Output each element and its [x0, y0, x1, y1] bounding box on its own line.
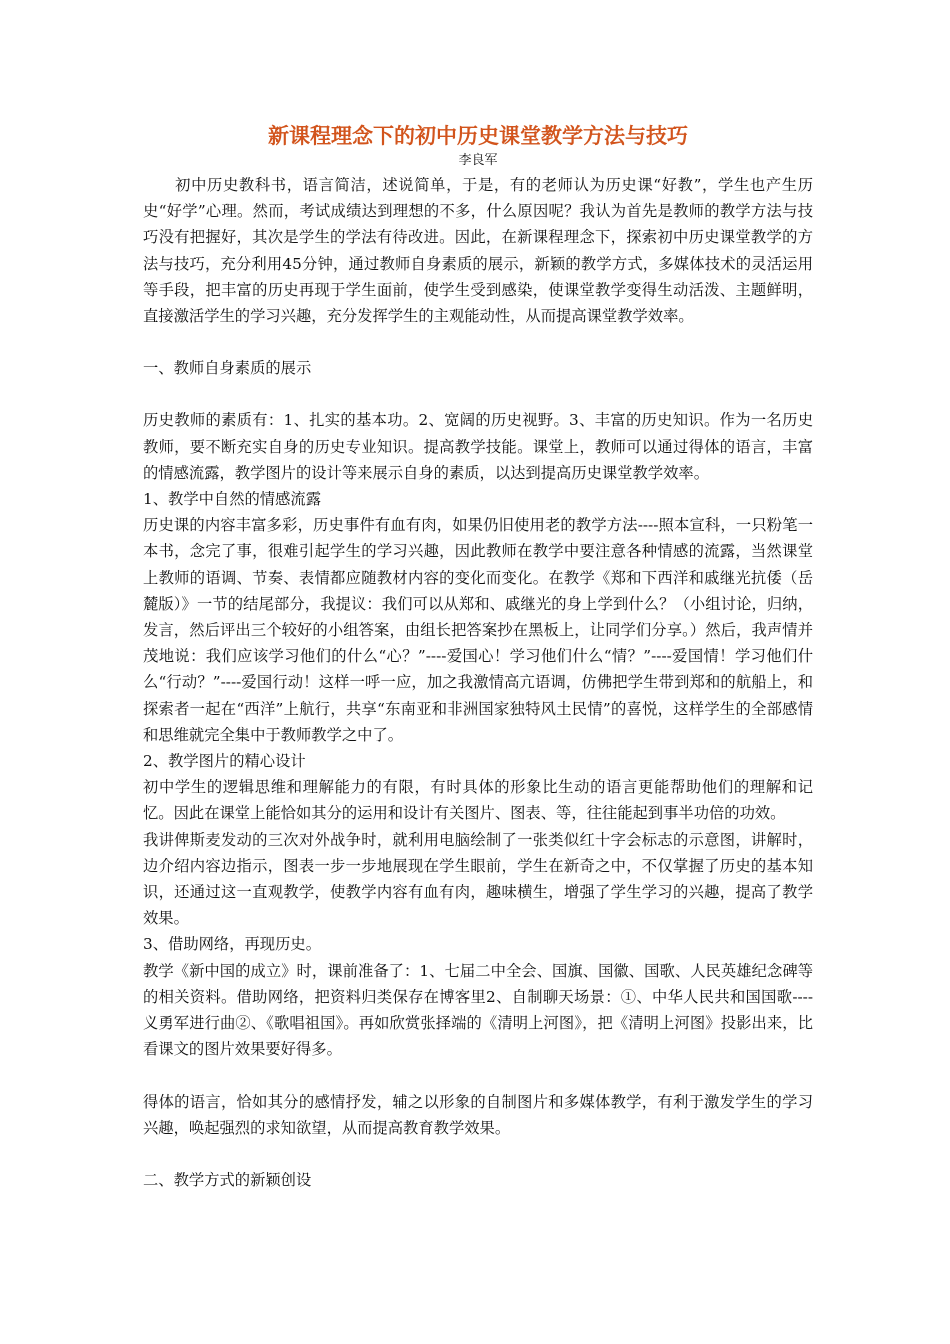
- section-1-paragraph: 历史教师的素质有：1、扎实的基本功。2、宽阔的历史视野。3、丰富的历史知识。作为一名历史教师，要不断充实自身的历史专业知识。提高教学技能。课堂上，教师可以通过得体的语言，丰富的情感流露，教学图片的设计等来展示自身的素质，以达到提高历史课堂教学效率。: [143, 411, 813, 482]
- spacer: [143, 381, 813, 407]
- spacer: [143, 1141, 813, 1167]
- subsection-2-heading: 2、教学图片的精心设计: [143, 752, 306, 771]
- intro-paragraph: 初中历史教科书，语言简洁，述说简单，于是，有的老师认为历史课“好教”，学生也产生历史“好学”心理。然而，考试成绩达到理想的不多，什么原因呢？我认为首先是教师的教学方法与技巧没有把握好，其次是学生的学法有待改进。因此，在新课程理念下，探索初中历史课堂教学的方法与技巧，充分利用45分钟，通过教师自身素质的展示，新颖的教学方式，多媒体技术的灵活运用等手段，把丰富的历史再现于学生面前，使学生受到感染，使课堂教学变得生动活泼、主题鲜明，直接激活学生的学习兴趣，充分发挥学生的主观能动性，从而提高课堂教学效率。: [143, 176, 813, 326]
- section-1-heading: 一、教师自身素质的展示: [143, 359, 312, 378]
- subsection-1-heading: 1、教学中自然的情感流露: [143, 490, 321, 509]
- spacer: [143, 329, 813, 355]
- document-page: [143, 120, 813, 1193]
- subsection-3-heading: 3、借助网络，再现历史。: [143, 935, 321, 954]
- subsection-2-paragraph-1: 初中学生的逻辑思维和理解能力的有限，有时具体的形象比生动的语言更能帮助他们的理解和记忆。因此在课堂上能恰如其分的运用和设计有关图片、图表、等，往往能起到事半功倍的功效。: [143, 778, 813, 823]
- subsection-2-paragraph-2: 我讲俾斯麦发动的三次对外战争时，就利用电脑绘制了一张类似红十字会标志的示意图，讲解时，边介绍内容边指示，图表一步一步地展现在学生眼前，学生在新奇之中，不仅掌握了历史的基本知识，还通过这一直观教学，使教学内容有血有肉，趣味横生，增强了学生学习的兴趣，提高了教学效果。: [143, 830, 813, 928]
- spacer: [143, 1063, 813, 1089]
- document-author: 李良军: [458, 153, 498, 168]
- summary-paragraph: 得体的语言，恰如其分的感情抒发，辅之以形象的自制图片和多媒体教学，有利于激发学生的学习兴趣，唤起强烈的求知欲望，从而提高教育教学效果。: [143, 1092, 813, 1137]
- document-title: 新课程理念下的初中历史课堂教学方法与技巧: [268, 124, 688, 148]
- subsection-3-paragraph: 教学《新中国的成立》时，课前准备了：1、七届二中全会、国旗、国徽、国歌、人民英雄纪念碑等的相关资料。借助网络，把资料归类保存在博客里2、自制聊天场景：①、中华人民共和国国歌----义勇军进行曲②、《歌唱祖国》。再如欣赏张择端的《清明上河图》，把《清明上河图》投影出来，比看课文的图片效果要好得多。: [143, 961, 813, 1059]
- subsection-1-paragraph: 历史课的内容丰富多彩，历史事件有血有肉，如果仍旧使用老的教学方法----照本宣科，一只粉笔一本书，念完了事，很难引起学生的学习兴趣，因此教师在教学中要注意各种情感的流露，当然课堂上教师的语调、节奏、表情都应随教材内容的变化而变化。在教学《郑和下西洋和戚继光抗倭（岳麓版）》一节的结尾部分，我提议：我们可以从郑和、戚继光的身上学到什么？（小组讨论，归纳，发言，然后评出三个较好的小组答案，由组长把答案抄在黑板上，让同学们分享。）然后，我声情并茂地说：我们应该学习他们的什么“心？”----爱国心！学习他们什么“情？”----爱国情！学习他们什么“行动？”----爱国行动！这样一呼一应，加之我激情高亢语调，仿佛把学生带到郑和的航船上，和探索者一起在“西洋”上航行，共享“东南亚和非洲国家独特风土民情”的喜悦，这样学生的全部感情和思维就完全集中于教师教学之中了。: [143, 516, 813, 744]
- section-2-heading: 二、教学方式的新颖创设: [143, 1170, 312, 1189]
